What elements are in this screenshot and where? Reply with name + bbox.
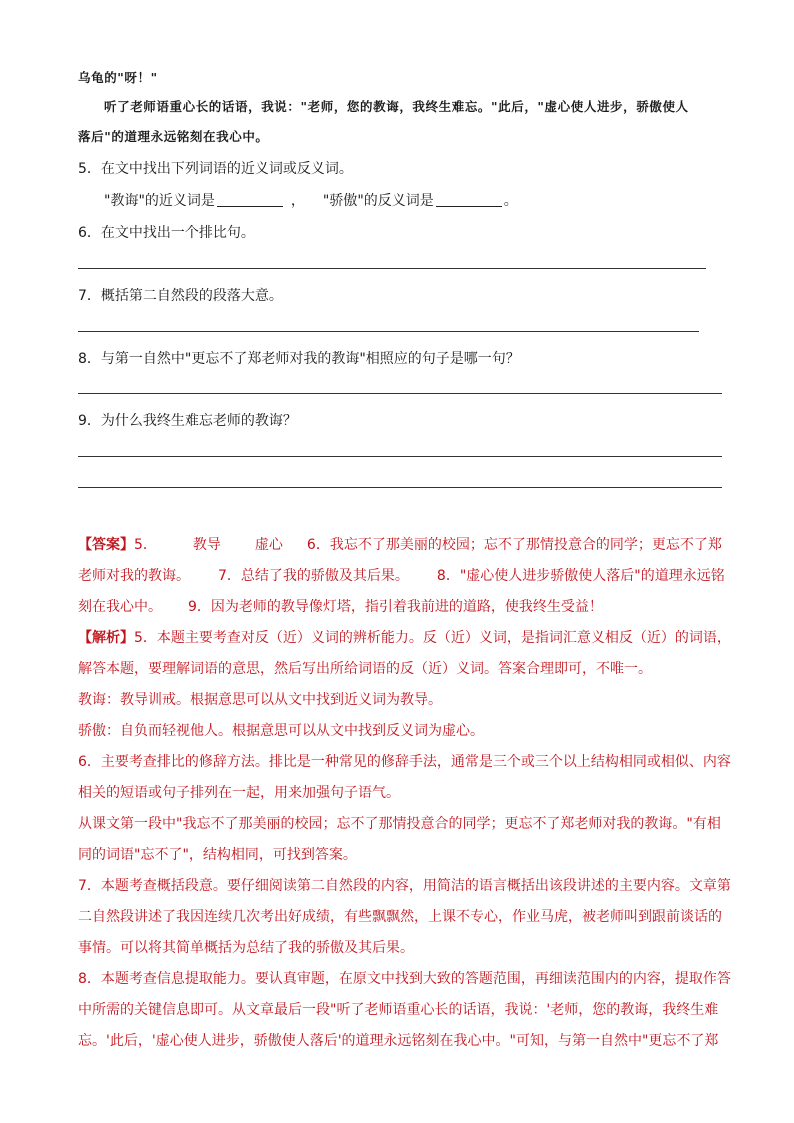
analysis-line-10: 二自然段讲述了我因连续几次考出好成绩，有些飘飘然，上课不专心，作业马虎，被老师叫到跟前谈话的: [78, 909, 722, 925]
analysis-line-13: 中所需的关键信息即可。从文章最后一段"听了老师语重心长的话语，我说：'老师，您的教诲，我终生难: [78, 1002, 719, 1018]
answer-8-line-2: 刻在我心中。: [78, 599, 162, 615]
answer-5-word-2: 虚心: [254, 537, 283, 553]
answer-label: 【答案】: [78, 537, 134, 553]
analysis-line-6: 相关的短语或句子排列在一起，用来加强句子语气。: [78, 785, 400, 801]
question-9: 9．为什么我终生难忘老师的教诲？: [78, 413, 297, 429]
analysis-line-8: 同的词语"忘不了"，结构相同，可找到答案。: [78, 847, 357, 863]
answer-7: 7．总结了我的骄傲及其后果。: [218, 568, 409, 584]
answer-line-2: [78, 566, 725, 586]
answer-line-3: [78, 597, 603, 617]
analysis-line-2: 解答本题，要理解词语的意思，然后写出所给词语的反（近）义词。答案合理即可，不唯一。: [78, 661, 652, 677]
analysis-text-1: 5．本题主要考查对反（近）义词的辨析能力。反（近）义词，是指词汇意义相反（近）的词语，: [134, 630, 731, 646]
analysis-line-14: 忘。'此后，'虚心使人进步，骄傲使人落后'的道理永远铭刻在我心中。"可知，与第一自然中"更忘不了郑: [78, 1033, 719, 1049]
passage-line-2: 听了老师语重心长的话语，我说："老师，您的教诲，我终生难忘。"此后，"虚心使人进步，骄傲使人: [104, 99, 689, 114]
q5-sub-a-text: "教诲"的近义词是: [104, 193, 215, 209]
passage-line-1: 乌龟的"呀！": [78, 70, 158, 85]
q5-blank-b[interactable]: [436, 192, 502, 207]
analysis-line-3: 教诲：教导训戒。根据意思可以从文中找到近义词为教导。: [78, 692, 442, 708]
answer-line-1: [78, 535, 722, 555]
answer-5-word-1: 教导: [192, 537, 221, 553]
q5-sub-b-text: "骄傲"的反义词是: [322, 193, 434, 209]
answer-8-line-1: 8．"虚心使人进步骄傲使人落后"的道理永远铭: [436, 568, 725, 584]
analysis-line-12: 8．本题考查信息提取能力。要认真审题，在原文中找到大致的答题范围，再细读范围内的内容，提取作答: [78, 971, 731, 987]
analysis-line-7: 从课文第一段中"我忘不了那美丽的校园；忘不了那情投意合的同学；更忘不了郑老师对我的教诲。"有相: [78, 816, 721, 832]
analysis-label: 【解析】: [78, 630, 134, 646]
passage-line-3: 落后"的道理永远铭刻在我心中。: [78, 129, 269, 144]
answer-line-7[interactable]: [78, 331, 699, 332]
question-5-sub: [104, 191, 518, 211]
analysis-line-11: 事情。可以将其简单概括为总结了我的骄傲及其后果。: [78, 940, 414, 956]
answer-6-line-1: 6．我忘不了那美丽的校园；忘不了那情投意合的同学；更忘不了郑: [306, 537, 722, 553]
analysis-line-9: 7．本题考查概括段意。要仔细阅读第二自然段的内容，用简洁的语言概括出该段讲述的主要内容。文章第: [78, 878, 731, 894]
question-8: 8．与第一自然中"更忘不了郑老师对我的教诲"相照应的句子是哪一句？: [78, 351, 520, 367]
question-7: 7．概括第二自然段的段落大意。: [78, 288, 283, 304]
q5-sub-end: 。: [503, 193, 518, 209]
answer-line-9a[interactable]: [78, 456, 722, 457]
question-6: 6．在文中找出一个排比句。: [78, 225, 255, 241]
q5-blank-a[interactable]: [217, 192, 283, 207]
analysis-line-5: 6．主要考查排比的修辞方法。排比是一种常见的修辞手法，通常是三个或三个以上结构相同或相似、内容: [78, 754, 731, 770]
answer-line-8[interactable]: [78, 393, 722, 394]
answer-5-num: 5．: [134, 537, 157, 553]
answer-line-9b[interactable]: [78, 487, 722, 488]
question-5: 5．在文中找出下列词语的近义词或反义词。: [78, 161, 353, 177]
answer-6-line-2: 老师对我的教诲。: [78, 568, 190, 584]
answer-9: 9．因为老师的教导像灯塔，指引着我前进的道路，使我终生受益！: [188, 599, 603, 615]
q5-sub-sep: ，: [290, 193, 305, 209]
answer-line-6[interactable]: [78, 268, 706, 269]
analysis-line-1: [78, 628, 731, 648]
analysis-line-4: 骄傲：自负而轻视他人。根据意思可以从文中找到反义词为虚心。: [78, 723, 484, 739]
